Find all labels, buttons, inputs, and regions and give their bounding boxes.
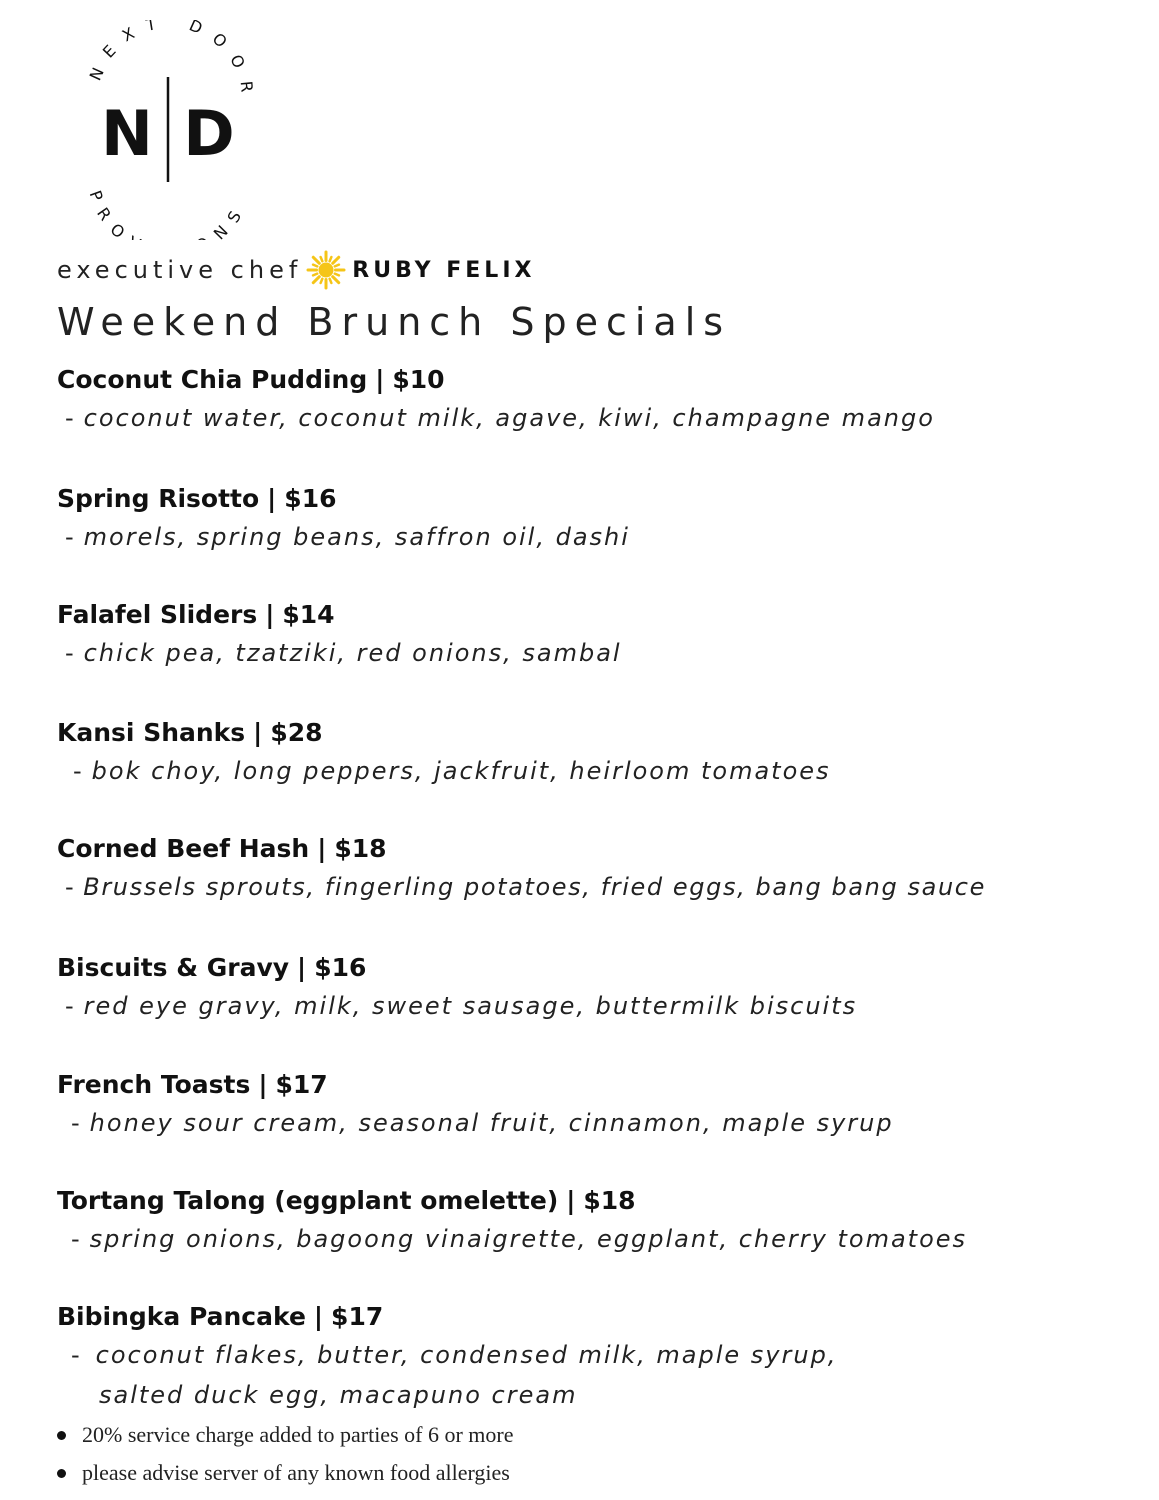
- menu-item-heading: [57, 364, 1117, 396]
- menu-item-price: $28: [270, 718, 323, 747]
- menu-item-heading: [57, 833, 1117, 865]
- description-dash: -: [65, 639, 76, 667]
- menu-item-falafel-sliders: [57, 599, 1117, 673]
- description-dash: -: [71, 1225, 82, 1253]
- price-separator: |: [313, 1302, 324, 1331]
- description-dash: -: [65, 992, 76, 1020]
- menu-item-ingredients: morels, spring beans, saffron oil, dashi: [83, 523, 630, 551]
- description-dash: -: [65, 404, 76, 432]
- sun-ray: [335, 265, 339, 267]
- price-separator: |: [375, 365, 385, 394]
- chef-name: RUBY FELIX: [352, 257, 536, 283]
- menu-item-description: [57, 867, 1117, 907]
- menu-item-biscuits-gravy: [57, 952, 1117, 1026]
- menu-item-heading: [57, 483, 1117, 515]
- menu-item-name: Bibingka Pancake: [57, 1302, 306, 1331]
- menu-item-description: [57, 517, 1117, 557]
- menu-notes: [57, 1416, 513, 1492]
- sun-ray: [335, 274, 339, 276]
- menu-item-description: [57, 633, 1117, 673]
- menu-item-description: [57, 986, 1117, 1026]
- restaurant-logo: [70, 20, 270, 240]
- menu-item-ingredients: chick pea, tzatziki, red onions, sambal: [83, 639, 622, 667]
- description-dash: -: [73, 757, 84, 785]
- sun-ray: [313, 274, 317, 276]
- note-text: please advise server of any known food allergies: [82, 1460, 510, 1485]
- menu-item-heading: [57, 1185, 1117, 1217]
- menu-item-price: $16: [284, 484, 337, 513]
- menu-item-price: $18: [583, 1186, 636, 1215]
- price-separator: |: [253, 718, 263, 747]
- menu-item-ingredients: red eye gravy, milk, sweet sausage, buttermilk biscuits: [83, 992, 858, 1020]
- sun-ray: [321, 257, 323, 261]
- menu-item-description: [57, 1335, 1117, 1415]
- menu-item-price: $16: [314, 953, 367, 982]
- sun-ray: [333, 257, 339, 263]
- description-dash: -: [65, 523, 76, 551]
- price-separator: |: [297, 953, 307, 982]
- menu-item-corned-beef-hash: [57, 833, 1117, 907]
- bullet-icon: [57, 1469, 66, 1478]
- sun-ray: [333, 277, 339, 283]
- sun-ray: [330, 279, 332, 283]
- sun-ray: [330, 257, 332, 261]
- menu-item-heading: [57, 952, 1117, 984]
- sun-ray: [321, 279, 323, 283]
- sun-icon: [306, 250, 346, 290]
- price-separator: |: [566, 1186, 576, 1215]
- description-dash: -: [71, 1109, 82, 1137]
- menu-item-description: [57, 398, 1117, 438]
- menu-item-ingredients: Brussels sprouts, fingerling potatoes, fried eggs, bang bang sauce: [83, 873, 986, 901]
- menu-item-tortang-talong: [57, 1185, 1117, 1259]
- menu-item-coconut-chia-pudding: [57, 364, 1117, 438]
- menu-item-ingredients: bok choy, long peppers, jackfruit, heirloom tomatoes: [91, 757, 831, 785]
- menu-item-name: French Toasts: [57, 1070, 251, 1099]
- menu-item-ingredients: coconut water, coconut milk, agave, kiwi, champagne mango: [83, 404, 935, 432]
- sun-ray: [314, 277, 320, 283]
- menu-item-spring-risotto: [57, 483, 1117, 557]
- chef-title: executive chef: [57, 256, 303, 284]
- chef-credit: [57, 250, 535, 290]
- menu-item-french-toasts: [57, 1069, 1117, 1143]
- menu-item-heading: [57, 1301, 1117, 1333]
- price-separator: |: [267, 484, 277, 513]
- menu-item-name: Spring Risotto: [57, 484, 260, 513]
- logo-ring-top: NEXT DOOR: [85, 20, 258, 106]
- menu-item-price: $10: [392, 365, 445, 394]
- price-separator: |: [265, 600, 275, 629]
- menu-item-description: [57, 1219, 1117, 1259]
- description-dash: -: [65, 873, 76, 901]
- price-separator: |: [258, 1070, 268, 1099]
- menu-item-ingredients: coconut flakes, butter, condensed milk, maple syrup,: [95, 1341, 838, 1369]
- menu-item-ingredients: spring onions, bagoong vinaigrette, eggplant, cherry tomatoes: [89, 1225, 968, 1253]
- menu-item-kansi-shanks: [57, 717, 1117, 791]
- logo-ring-bottom: PRO NS: [85, 187, 251, 240]
- sun-core: [319, 263, 334, 278]
- menu-title: Weekend Brunch Specials: [57, 300, 732, 344]
- menu-item-heading: [57, 1069, 1117, 1101]
- menu-item-price: $17: [331, 1302, 384, 1331]
- menu-item-price: $18: [334, 834, 387, 863]
- logo-mark: [70, 20, 270, 240]
- description-dash: -: [71, 1341, 82, 1369]
- note-service-charge: [57, 1416, 513, 1454]
- menu-item-ingredients-continued: salted duck egg, macapuno cream: [99, 1381, 578, 1409]
- menu-item-ingredients: honey sour cream, seasonal fruit, cinnamon, maple syrup: [89, 1109, 894, 1137]
- menu-item-name: Tortang Talong (eggplant omelette): [57, 1186, 559, 1215]
- note-allergies: [57, 1454, 513, 1492]
- menu-item-name: Coconut Chia Pudding: [57, 365, 368, 394]
- menu-item-name: Kansi Shanks: [57, 718, 246, 747]
- menu-item-name: Corned Beef Hash: [57, 834, 310, 863]
- menu-item-bibingka-pancake: [57, 1301, 1117, 1415]
- logo-letter-d: D: [183, 97, 235, 170]
- logo-letter-n: N: [101, 97, 153, 170]
- menu-item-description: [57, 1103, 1117, 1143]
- menu-item-heading: [57, 717, 1117, 749]
- menu-item-price: $14: [282, 600, 335, 629]
- sun-ray: [313, 265, 317, 267]
- menu-item-description: [57, 751, 1117, 791]
- menu-item-name: Falafel Sliders: [57, 600, 258, 629]
- menu-item-name: Biscuits & Gravy: [57, 953, 290, 982]
- note-text: 20% service charge added to parties of 6 or more: [82, 1422, 514, 1447]
- sun-ray: [314, 257, 320, 263]
- bullet-icon: [57, 1431, 66, 1440]
- menu-item-heading: [57, 599, 1117, 631]
- price-separator: |: [317, 834, 327, 863]
- menu-item-price: $17: [275, 1070, 328, 1099]
